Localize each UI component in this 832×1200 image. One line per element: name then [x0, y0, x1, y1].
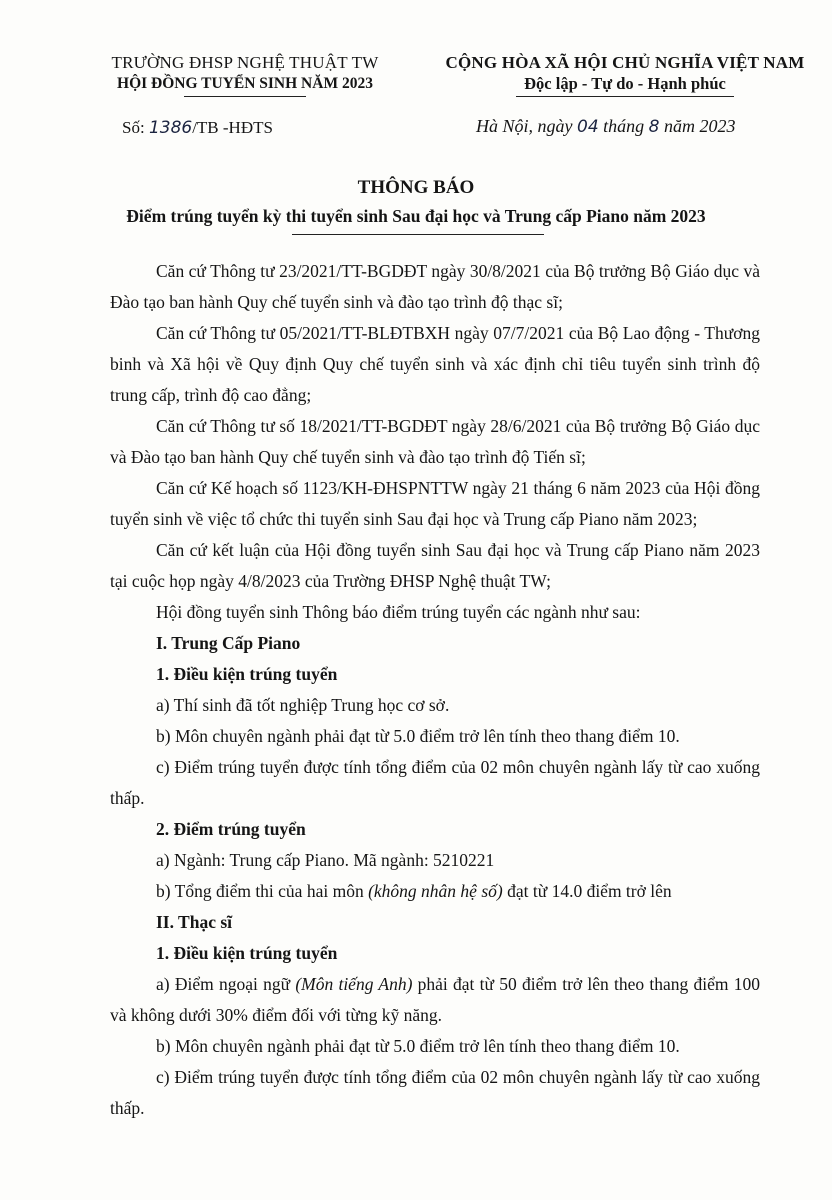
- document-date: [476, 116, 735, 137]
- issuer-header: [100, 52, 390, 97]
- issuer-council-name: HỘI ĐỒNG TUYỂN SINH NĂM 2023: [117, 75, 373, 92]
- section-1-heading: I. Trung Cấp Piano: [156, 633, 301, 653]
- section-2-item-a: [110, 969, 760, 1031]
- section-2-item-a-text: a) Điểm ngoại ngữ: [156, 974, 296, 994]
- section-1-2-item-b: [110, 876, 760, 907]
- document-number-handwritten: 1386: [148, 118, 193, 138]
- section-1-2-item-a: a) Ngành: Trung cấp Piano. Mã ngành: 5210221: [156, 850, 495, 870]
- section-1-item-c: c) Điểm trúng tuyển được tính tổng điểm của 02 môn chuyên ngành lấy từ cao xuống thấp.: [110, 757, 760, 808]
- legal-basis-3: Căn cứ Thông tư số 18/2021/TT-BGDĐT ngày 28/6/2021 của Bộ trưởng Bộ Giáo dục và Đào tạo ban hành Quy chế tuyển sinh và đào tạo trình độ Tiến sĩ;: [110, 416, 760, 467]
- section-1-subheading-1: 1. Điều kiện trúng tuyển: [156, 664, 338, 684]
- legal-basis-2: Căn cứ Thông tư 05/2021/TT-BLĐTBXH ngày 07/7/2021 của Bộ Lao động - Thương binh và Xã hội về Quy định Quy chế tuyển sinh và xác định chỉ tiêu tuyển sinh trình độ trung cấp, trình độ cao đẳng;: [110, 323, 760, 405]
- document-subtitle: Điểm trúng tuyển kỳ thi tuyển sinh Sau đại học và Trung cấp Piano năm 2023: [126, 206, 706, 226]
- issuer-underline: [184, 96, 306, 97]
- section-1-2-item-b-tail: đạt từ 14.0 điểm trở lên: [502, 881, 672, 901]
- document-number: [122, 118, 273, 138]
- section-1-2-item-b-text: b) Tổng điểm thi của hai môn: [156, 881, 369, 901]
- date-prefix: Hà Nội, ngày: [476, 116, 577, 136]
- national-motto-header: [440, 52, 810, 97]
- section-1-item-a: a) Thí sinh đã tốt nghiệp Trung học cơ sở.: [156, 695, 450, 715]
- nation-motto: Độc lập - Tự do - Hạnh phúc: [524, 74, 726, 93]
- announcement-intro: Hội đồng tuyển sinh Thông báo điểm trúng tuyển các ngành như sau:: [156, 602, 641, 622]
- date-day-handwritten: 04: [577, 117, 599, 137]
- section-1-item-b: b) Môn chuyên ngành phải đạt từ 5.0 điểm trở lên tính theo thang điểm 10.: [156, 726, 680, 746]
- subtitle-underline: [292, 234, 544, 235]
- document-body: [110, 256, 760, 1124]
- date-month-handwritten: 8: [648, 117, 660, 137]
- date-month-label: tháng: [598, 116, 649, 136]
- document-title: THÔNG BÁO: [357, 177, 475, 198]
- section-2-item-c: c) Điểm trúng tuyển được tính tổng điểm của 02 môn chuyên ngành lấy từ cao xuống thấp.: [110, 1067, 760, 1118]
- nation-name: CỘNG HÒA XÃ HỘI CHỦ NGHĨA VIỆT NAM: [445, 53, 805, 72]
- date-year: năm 2023: [659, 116, 736, 136]
- section-2-item-b: b) Môn chuyên ngành phải đạt từ 5.0 điểm trở lên tính theo thang điểm 10.: [156, 1036, 680, 1056]
- section-1-subheading-2: 2. Điểm trúng tuyển: [156, 819, 306, 839]
- document-number-suffix: /TB -HĐTS: [192, 118, 273, 137]
- issuer-org-name: TRƯỜNG ĐHSP NGHỆ THUẬT TW: [111, 53, 379, 72]
- section-2-item-a-tail: phải đạt từ 50 điểm trở lên theo thang điểm 100 và không dưới 30% điểm đối với từng kỹ năng.: [110, 974, 760, 1025]
- legal-basis-5: Căn cứ kết luận của Hội đồng tuyển sinh Sau đại học và Trung cấp Piano năm 2023 tại cuộc họp ngày 4/8/2023 của Trường ĐHSP Nghệ thuật TW;: [110, 540, 760, 591]
- legal-basis-1: Căn cứ Thông tư 23/2021/TT-BGDĐT ngày 30/8/2021 của Bộ trưởng Bộ Giáo dục và Đào tạo ban hành Quy chế tuyển sinh và đào tạo trình độ thạc sĩ;: [110, 261, 760, 312]
- section-2-subheading-1: 1. Điều kiện trúng tuyển: [156, 943, 338, 963]
- section-2-item-a-italic: (Môn tiếng Anh): [295, 974, 413, 994]
- legal-basis-4: Căn cứ Kế hoạch số 1123/KH-ĐHSPNTTW ngày 21 tháng 6 năm 2023 của Hội đồng tuyển sinh về việc tổ chức thi tuyển sinh Sau đại học và Trung cấp Piano năm 2023;: [110, 478, 760, 529]
- motto-underline: [516, 96, 734, 97]
- section-1-2-item-b-italic: (không nhân hệ số): [368, 881, 503, 901]
- document-number-label: Số:: [122, 118, 149, 137]
- section-2-heading: II. Thạc sĩ: [156, 912, 233, 932]
